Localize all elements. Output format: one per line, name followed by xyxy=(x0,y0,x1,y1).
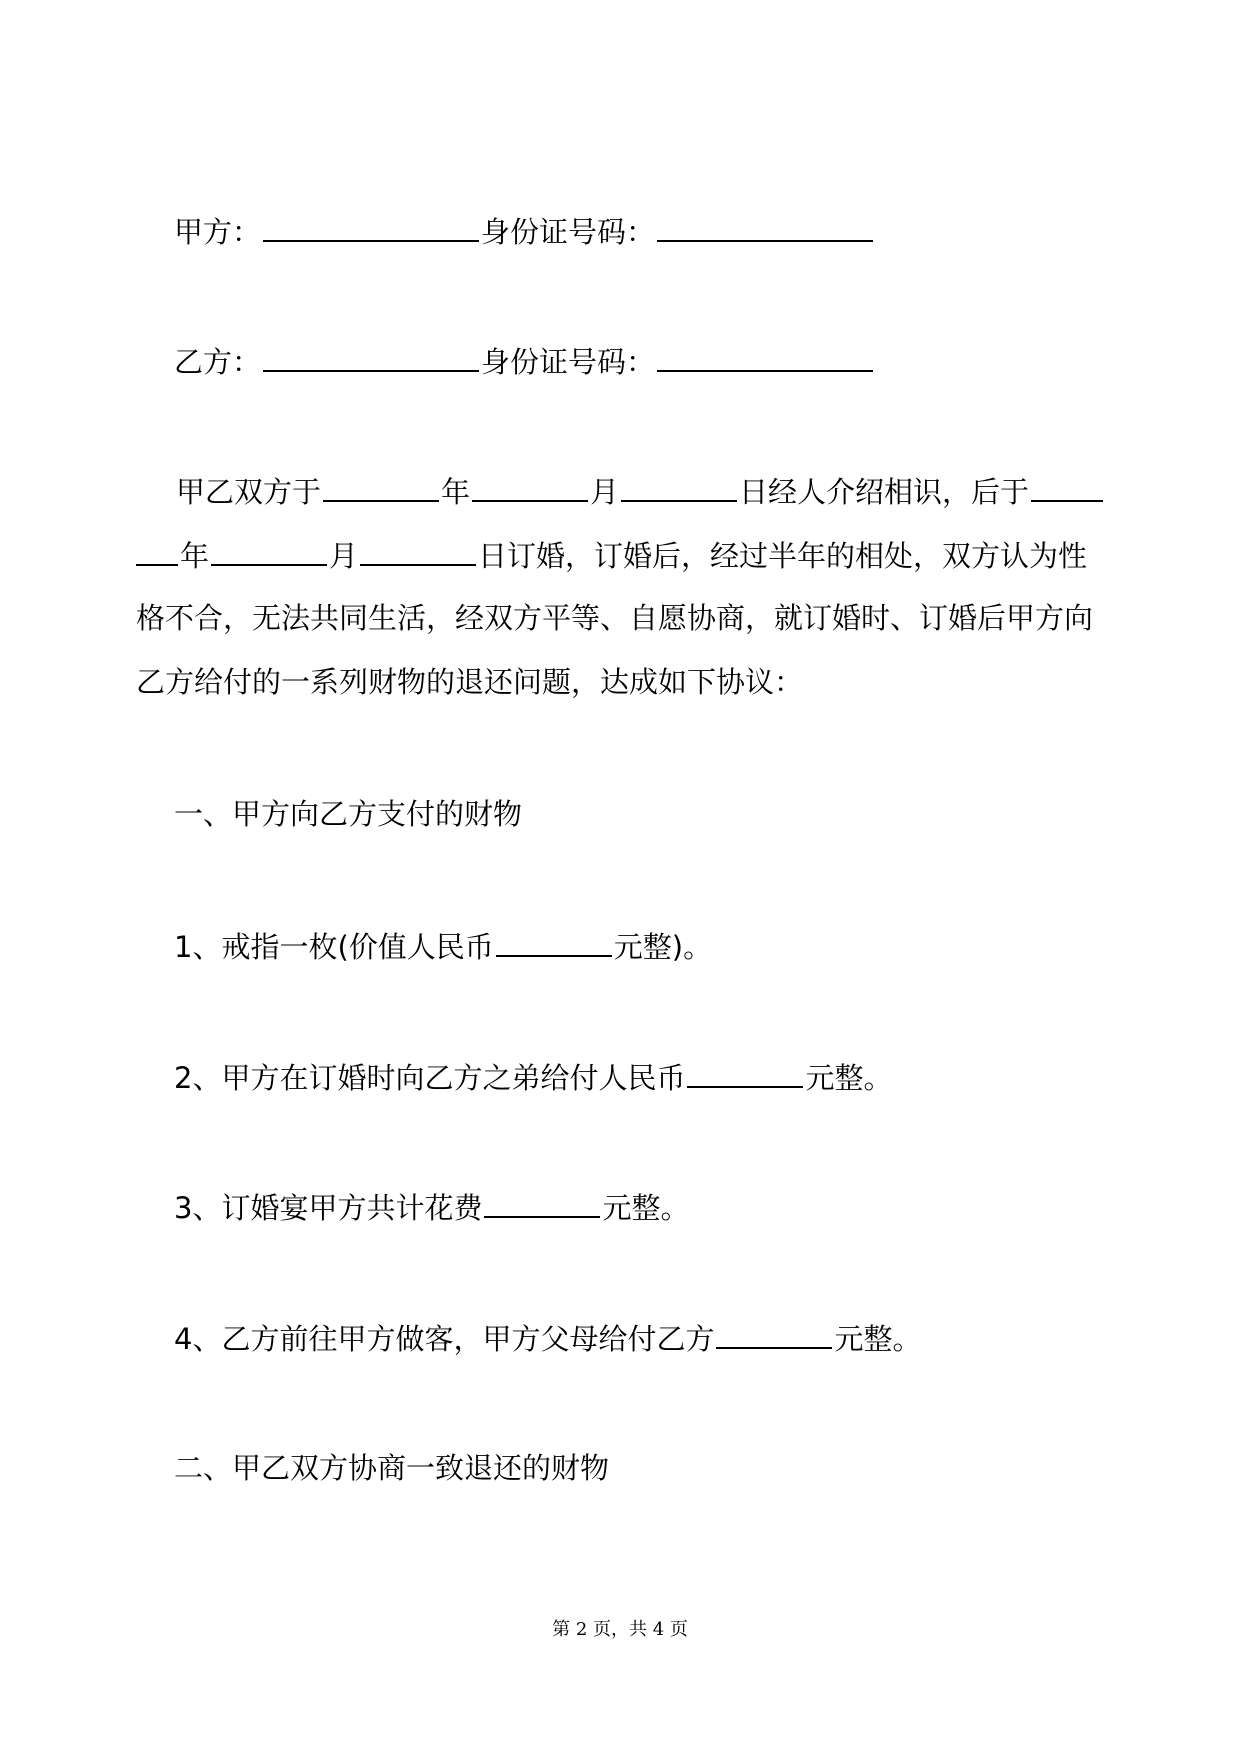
day-engaged-text: 日订婚，订婚后，经过半年的相处，双方认为性 xyxy=(478,539,1088,573)
item-4 xyxy=(174,1317,921,1359)
engaged-day-blank xyxy=(360,534,476,566)
party-b-name-blank xyxy=(263,340,479,372)
engaged-month-blank xyxy=(211,534,327,566)
item-4-blank xyxy=(716,1317,832,1349)
item-3-blank xyxy=(484,1186,600,1218)
month-label-2: 月 xyxy=(329,539,359,573)
party-a-line xyxy=(174,210,875,252)
intro-line-1 xyxy=(176,470,1105,512)
year-label-2: 年 xyxy=(180,539,210,573)
item-3 xyxy=(174,1186,689,1228)
intro-prefix: 甲乙双方于 xyxy=(176,475,322,509)
party-b-id-label: 身份证号码： xyxy=(481,345,656,379)
engaged-year-blank-start xyxy=(1031,470,1103,502)
item-4-prefix: 4、乙方前往甲方做客，甲方父母给付乙方 xyxy=(174,1322,715,1356)
item-3-suffix: 元整。 xyxy=(602,1191,690,1225)
intro-line-2 xyxy=(136,534,1087,576)
party-a-id-blank xyxy=(657,210,873,242)
met-day-blank xyxy=(621,470,737,502)
intro-line-4: 乙方给付的一系列财物的退还问题，达成如下协议： xyxy=(136,665,804,699)
party-b-line xyxy=(174,340,875,382)
party-b-id-blank xyxy=(657,340,873,372)
item-1-suffix: 元整)。 xyxy=(613,930,713,964)
year-label: 年 xyxy=(441,475,471,509)
met-year-blank xyxy=(323,470,439,502)
intro-line-3: 格不合，无法共同生活，经双方平等、自愿协商，就订婚时、订婚后甲方向 xyxy=(136,601,1094,635)
section-1-title: 一、甲方向乙方支付的财物 xyxy=(174,797,523,831)
item-1 xyxy=(174,925,712,967)
engaged-year-blank-end xyxy=(136,534,178,566)
party-a-label: 甲方： xyxy=(174,215,262,249)
page-footer: 第 2 页，共 4 页 xyxy=(552,1619,688,1640)
party-b-label: 乙方： xyxy=(174,345,262,379)
month-label: 月 xyxy=(590,475,620,509)
item-2 xyxy=(174,1056,892,1098)
party-a-name-blank xyxy=(263,210,479,242)
met-month-blank xyxy=(472,470,588,502)
item-4-suffix: 元整。 xyxy=(834,1322,922,1356)
item-2-suffix: 元整。 xyxy=(805,1061,893,1095)
item-2-blank xyxy=(687,1056,803,1088)
section-2-title: 二、甲乙双方协商一致退还的财物 xyxy=(174,1451,610,1485)
party-a-id-label: 身份证号码： xyxy=(481,215,656,249)
item-2-prefix: 2、甲方在订婚时向乙方之弟给付人民币 xyxy=(174,1061,686,1095)
item-1-prefix: 1、戒指一枚(价值人民币 xyxy=(174,930,494,964)
item-3-prefix: 3、订婚宴甲方共计花费 xyxy=(174,1191,483,1225)
day-met-text: 日经人介绍相识，后于 xyxy=(739,475,1030,509)
item-1-blank xyxy=(496,925,612,957)
